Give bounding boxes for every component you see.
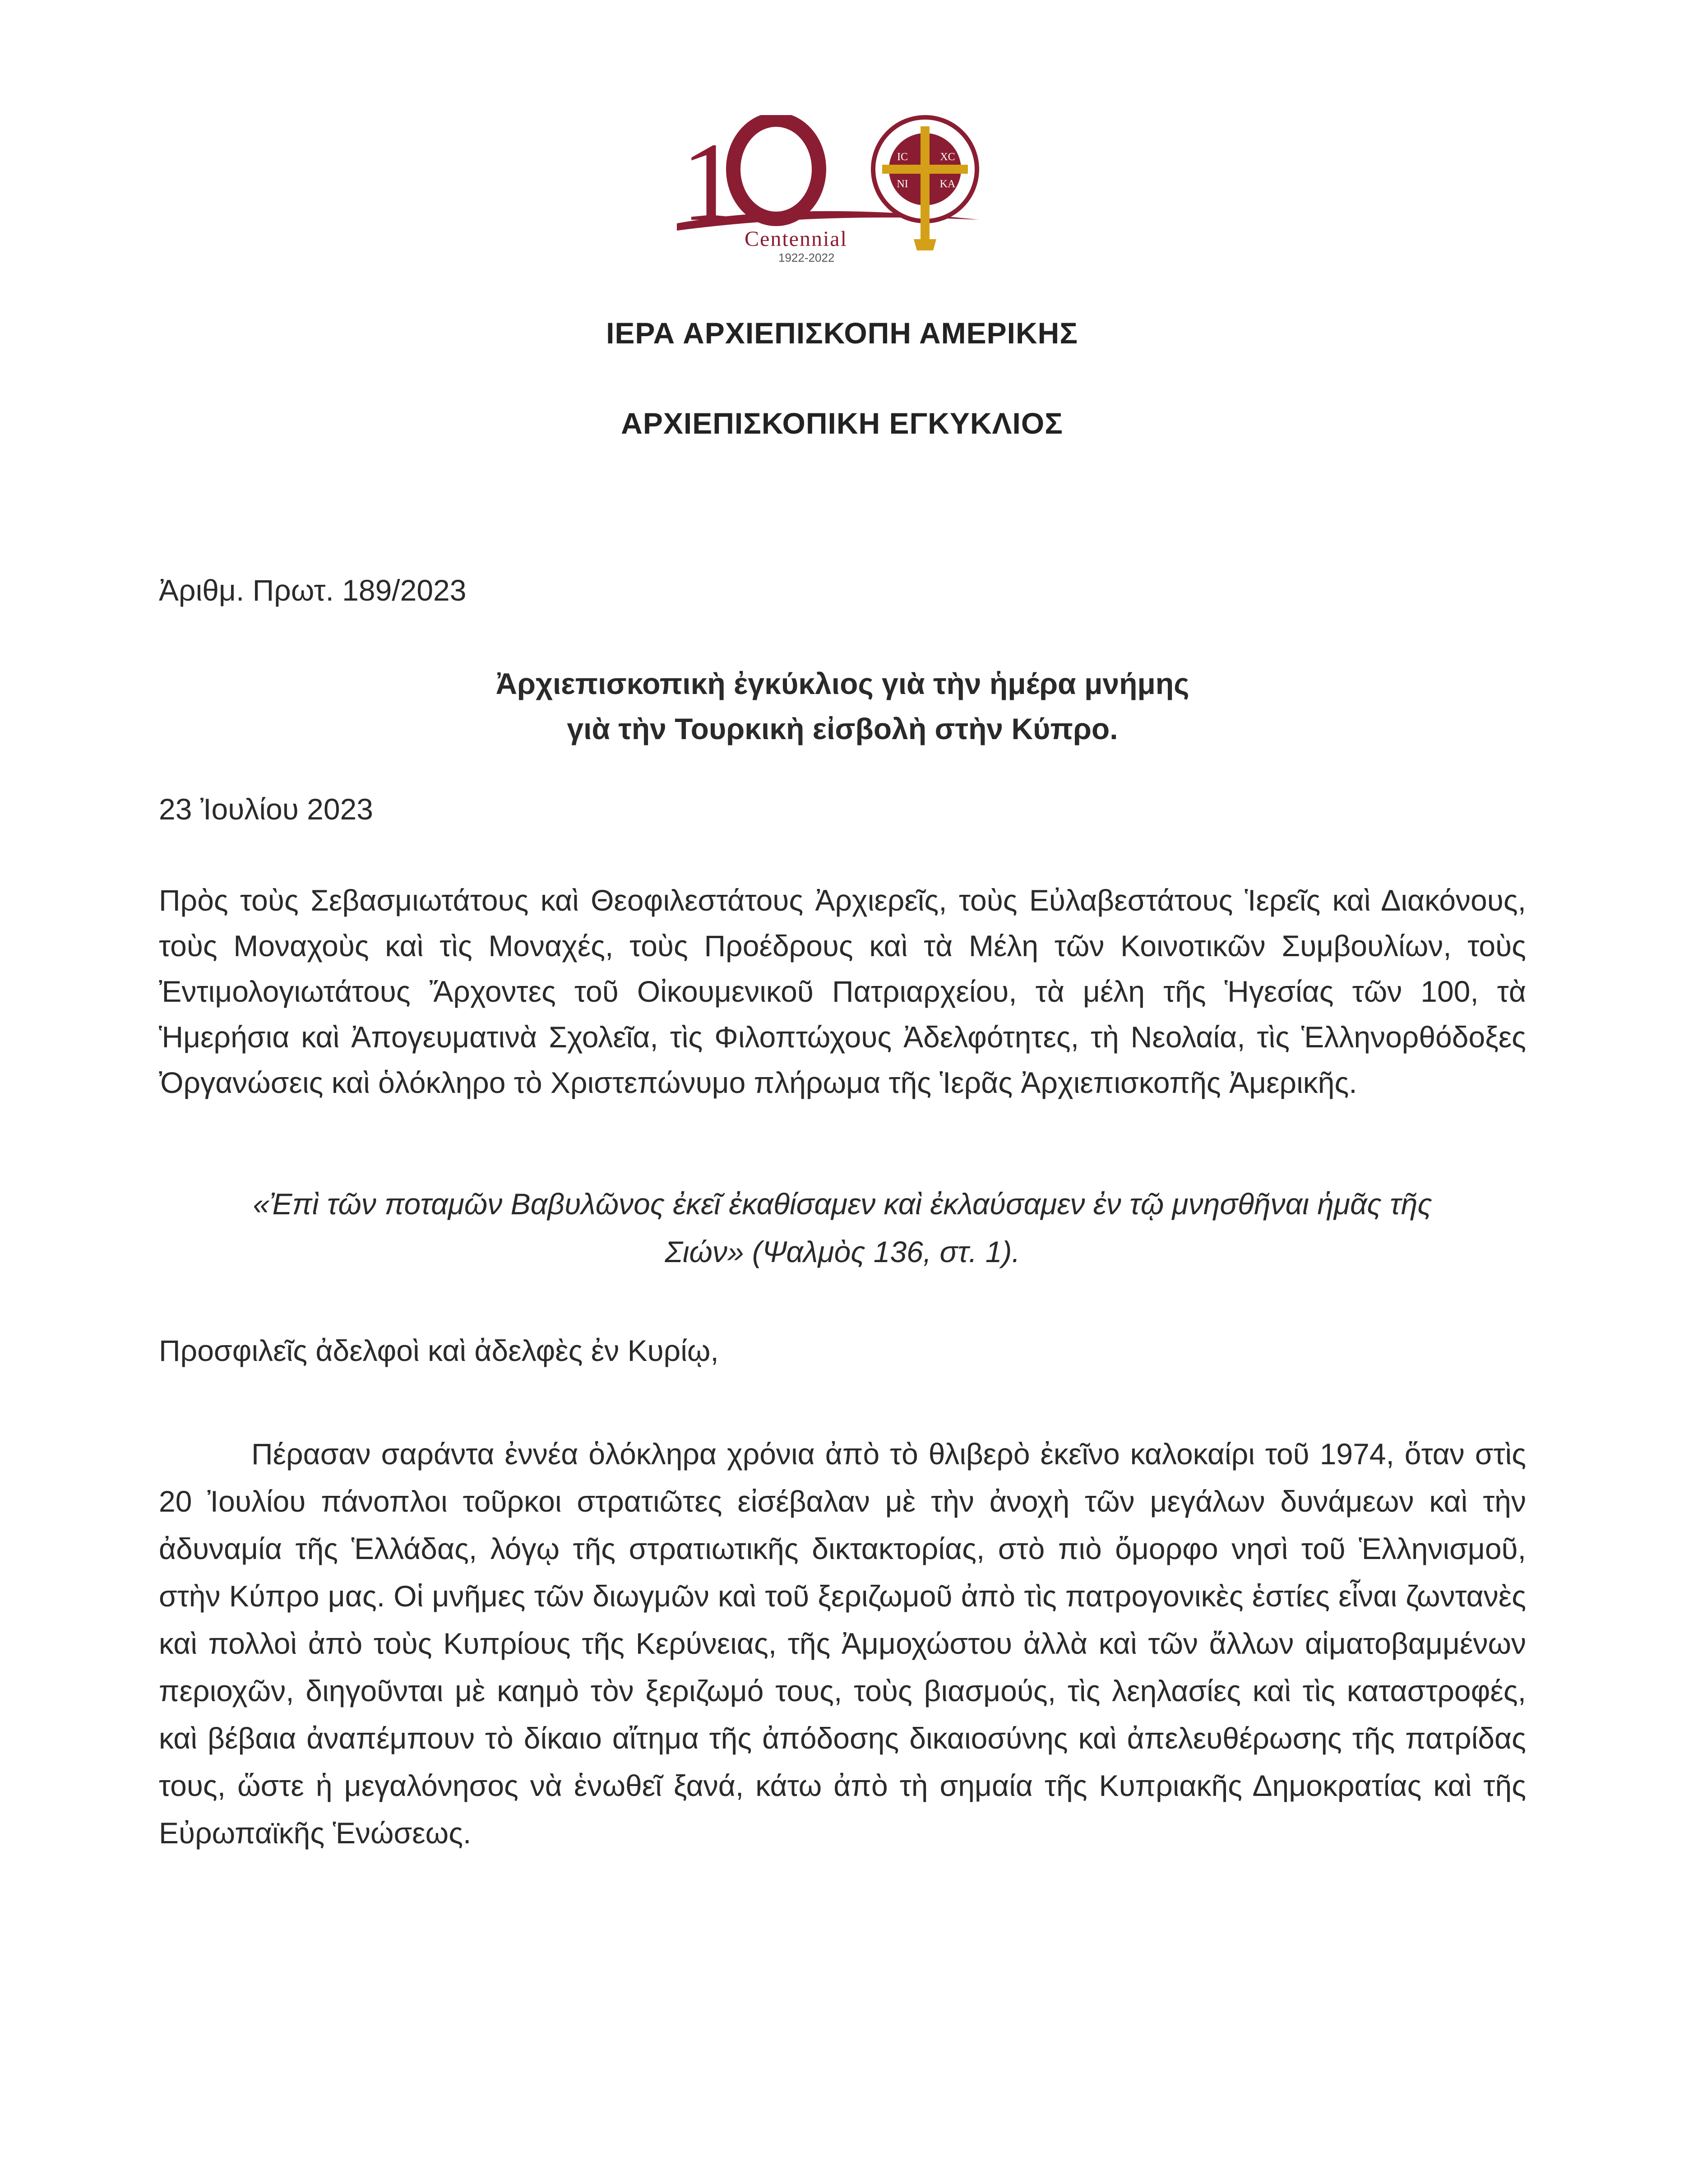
cross-vertical: [921, 126, 930, 239]
organization-title: ΙΕΡΑ ΑΡΧΙΕΠΙΣΚΟΠΗ ΑΜΕΡΙΚΗΣ: [606, 316, 1078, 350]
subject-line-2: γιὰ τὴν Τουρκικὴ εἰσβολὴ στὴν Κύπρο.: [567, 712, 1118, 745]
protocol-number: Ἀριθμ. Πρωτ. 189/2023: [159, 574, 467, 607]
cross-letters-ka: KA: [939, 178, 956, 190]
document-type-title: ΑΡΧΙΕΠΙΣΚΟΠΙΚΗ ΕΓΚΥΚΛΙΟΣ: [621, 407, 1063, 440]
quote-line-1: «Ἐπὶ τῶν ποταμῶν Βαβυλῶνος ἐκεῖ ἐκαθίσαμεν καὶ ἐκλαύσαμεν ἐν τῷ μνησθῆναι ἡμᾶς τῆς: [253, 1187, 1432, 1221]
centennial-logo: [668, 115, 1020, 278]
subject-line-1: Ἀρχιεπισκοπικὴ ἐγκύκλιος γιὰ τὴν ἡμέρα μνήμης: [495, 667, 1189, 700]
cross-base: [914, 239, 936, 250]
cross-letters-ic: IC: [897, 151, 908, 163]
quote-line-2: Σιών» (Ψαλμὸς 136, στ. 1).: [665, 1235, 1020, 1268]
subject-heading: [159, 661, 1526, 751]
greeting: Προσφιλεῖς ἀδελφοὶ καὶ ἀδελφὲς ἐν Κυρίῳ,: [159, 1334, 719, 1367]
logo-wordmark: Centennial: [745, 227, 847, 251]
cross-letters-xc: XC: [940, 151, 955, 163]
scripture-quote: [159, 1180, 1526, 1276]
logo-years: 1922-2022: [778, 251, 835, 264]
logo-numeral-one: 1: [681, 120, 738, 245]
cross-letters-ni: NI: [897, 178, 908, 190]
logo-zero: [733, 120, 819, 219]
logo-medallion: [873, 117, 977, 250]
centennial-logo-graphic: [668, 115, 1020, 278]
document-date: 23 Ἰουλίου 2023: [159, 792, 373, 826]
addressees-paragraph: Πρὸς τοὺς Σεβασμιωτάτους καὶ Θεοφιλεστάτους Ἀρχιερεῖς, τοὺς Εὐλαβεστάτους Ἱερεῖς καὶ Διακόνους, τοὺς Μοναχοὺς καὶ τὶς Μοναχές, τοὺς Προέδρους καὶ τὰ Μέλη τῶν Κοινοτικῶν Συμβουλίων, τοὺς Ἐντιμολογιωτάτους Ἄρχοντες τοῦ Οἰκουμενικοῦ Πατριαρχείου, τὰ μέλη τῆς Ἡγεσίας τῶν 100, τὰ Ἡμερήσια καὶ Ἀπογευματινὰ Σχολεῖα, τὶς Φιλοπτώχους Ἀδελφότητες, τὴ Νεολαία, τὶς Ἑλληνορθόδοξες Ὀργανώσεις καὶ ὁλόκληρο τὸ Χριστεπώνυμο πλήρωμα τῆς Ἱερᾶς Ἀρχιεπισκοπῆς Ἀμερικῆς.: [159, 884, 1526, 1099]
body-paragraph: Πέρασαν σαράντα ἐννέα ὁλόκληρα χρόνια ἀπὸ τὸ θλιβερὸ ἐκεῖνο καλοκαίρι τοῦ 1974, ὅταν στὶς 20 Ἰουλίου πάνοπλοι τοῦρκοι στρατιῶτες εἰσέβαλαν μὲ τὴν ἀνοχὴ τῶν μεγάλων δυνάμεων καὶ τὴν ἀδυναμία τῆς Ἑλλάδας, λόγῳ τῆς στρατιωτικῆς δικτακτορίας, στὸ πιὸ ὄμορφο νησὶ τοῦ Ἑλληνισμοῦ, στὴν Κύπρο μας. Οἱ μνῆμες τῶν διωγμῶν καὶ τοῦ ξεριζωμοῦ ἀπὸ τὶς πατρογονικὲς ἑστίες εἶναι ζωντανὲς καὶ πολλοὶ ἀπὸ τοὺς Κυπρίους τῆς Κερύνειας, τῆς Ἀμμοχώστου ἀλλὰ καὶ τῶν ἄλλων αἱματοβαμμένων περιοχῶν, διηγοῦνται μὲ καημὸ τὸν ξεριζωμό τους, τοὺς βιασμούς, τὶς λεηλασίες καὶ τὶς καταστροφές, καὶ βέβαια ἀναπέμπουν τὸ δίκαιο αἴτημα τῆς ἀπόδοσης δικαιοσύνης καὶ ἀπελευθέρωσης τῆς πατρίδας τους, ὥστε ἡ μεγαλόνησος νὰ ἑνωθεῖ ξανά, κάτω ἀπὸ τὴ σημαία τῆς Κυπριακῆς Δημοκρατίας καὶ τῆς Εὐρωπαϊκῆς Ἑνώσεως.: [159, 1437, 1526, 1850]
